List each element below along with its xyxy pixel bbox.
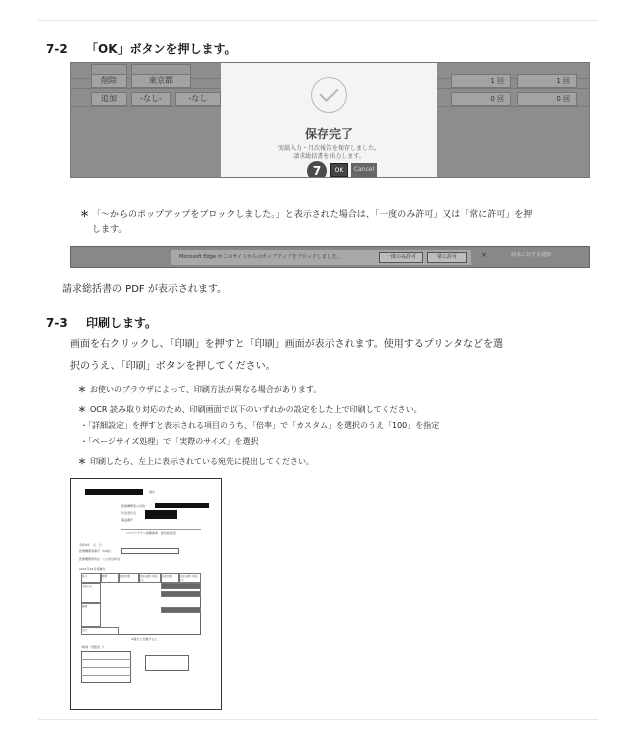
redacted-block — [145, 510, 177, 519]
step-7-2-number: 7-2 — [46, 42, 68, 56]
allow-once-button[interactable]: 一度のみ許可 — [379, 252, 423, 263]
thumb-total-label: 合計 — [81, 627, 119, 635]
step-7-2-heading — [46, 40, 237, 57]
popup-note-line-2: します。 — [92, 225, 128, 235]
count-cell: 1 回 — [451, 74, 511, 88]
select-none[interactable]: -なし- — [131, 92, 171, 106]
step-7-2-title: 「OK」ボタンを押します。 — [86, 42, 237, 56]
ok-button[interactable]: OK — [330, 163, 348, 177]
step-7-3-heading — [46, 314, 157, 331]
thumb-place: 医療機関等所在：○○市区町村 — [79, 557, 121, 561]
dialog-message — [221, 145, 437, 161]
add-button[interactable]: 追加 — [91, 92, 127, 106]
thumb-footer-item: ※後日に記載する上 — [131, 637, 158, 641]
cancel-button[interactable]: Cancel — [351, 163, 377, 177]
note-submit: ＊ 印刷したら、左上に表示されている宛先に提出してください。 — [78, 457, 314, 466]
popup-block-bar: Microsoft Edge がこのサイトからのポップアップをブロックしました。 — [171, 250, 471, 265]
note-star: ＊ — [80, 210, 90, 220]
note-ocr-sub-1: ・「詳細設定」を押すと表示される項目のうち、「倍率」で「カスタム」を選択のうえ「100」を指定 — [80, 421, 440, 430]
print-instructions-line-1: 画面を右クリックし、「印刷」を押すと「印刷」画面が表示されます。使用するプリンタなどを選 — [70, 339, 503, 350]
count-cell: 0 回 — [451, 92, 511, 106]
step-7-3-title: 印刷します。 — [86, 316, 158, 330]
select-none-2[interactable]: -なし — [175, 92, 221, 106]
dialog-title: 保存完了 — [304, 127, 353, 141]
save-complete-dialog — [221, 63, 437, 178]
redacted-block — [155, 503, 209, 508]
check-circle-icon — [311, 77, 347, 113]
popup-block-screenshot — [70, 246, 590, 268]
note-ocr-sub-2: ・「ページサイズ処理」で「実際のサイズ」を選択 — [80, 437, 259, 446]
save-complete-screenshot — [70, 62, 590, 178]
thumb-period: 2021年04月接種分 — [79, 567, 106, 571]
popup-note — [80, 208, 592, 238]
popup-note-line-1: 「～からのポップアップをブロックしました。」と表示された場合は、「一度のみ許可」又は「常に許可」を押 — [92, 210, 533, 220]
pdf-shown-text: 請求総括書の PDF が表示されます。 — [62, 284, 228, 295]
count-cell-2: 0 回 — [517, 92, 577, 106]
always-allow-button[interactable]: 常に許可 — [427, 252, 467, 263]
redacted-block — [85, 489, 143, 495]
note-browser: ＊ お使いのブラウザによって、印刷方法が異なる場合があります。 — [78, 385, 322, 394]
print-instructions-line-2: 択のうえ、「印刷」ボタンを押してください。 — [70, 361, 276, 372]
thumb-row-label-1: 予診のみ — [81, 583, 101, 603]
dialog-message-line-1: 実績入力・月次報告を保存しました。 — [277, 145, 380, 152]
thumb-label-1: 医療機関等の名称 — [121, 504, 146, 508]
thumb-label-2: 代表者氏名 — [121, 511, 137, 515]
print-instructions — [70, 334, 600, 378]
thumb-title: コロナワクチン接種事業 請求総括書 — [125, 531, 176, 535]
invoice-summary-thumbnail: 御中 医療機関等の名称 代表者氏名 電話番号 コロナワクチン接種事業 請求総括書 令和3年 月 日 医療機関等番号（10桁） 医療機関等所在：○○市区町村 2021年04月接種分 区分 種類 請求件数 請求金額（単位:円） 決定件数 決定金額（単位:円） 予診のみ 接種 合計 ※後日に記載する上 （単価・回数表（） — [70, 478, 222, 710]
delete-button[interactable]: 削除 — [91, 74, 127, 88]
close-icon[interactable]: × — [481, 251, 487, 259]
thumb-label-3: 電話番号 — [121, 518, 134, 522]
thumb-header-suffix: 御中 — [149, 490, 156, 494]
dialog-message-line-2: 請求総括書を出力します。 — [293, 153, 365, 160]
right-text: 請求に対する通知 — [511, 252, 552, 258]
step-badge: 7 — [307, 161, 327, 178]
step-7-3-number: 7-3 — [46, 316, 68, 330]
thumb-small-table — [145, 655, 189, 671]
thumb-row-label-2: 接種 — [81, 603, 101, 627]
thumb-date: 令和3年 月 日 — [79, 543, 102, 547]
code-boxes — [121, 548, 179, 554]
count-cell-2: 1 回 — [517, 74, 577, 88]
thumb-code-label: 医療機関等番号（10桁） — [79, 549, 113, 553]
thumb-footer-note: （単価・回数表（） — [79, 645, 107, 649]
prefecture-cell: 東京都 — [131, 74, 191, 88]
note-ocr: ＊ OCR 読み取り対応のため、印刷画面で以下のいずれかの設定をした上で印刷してください。 — [78, 405, 422, 414]
